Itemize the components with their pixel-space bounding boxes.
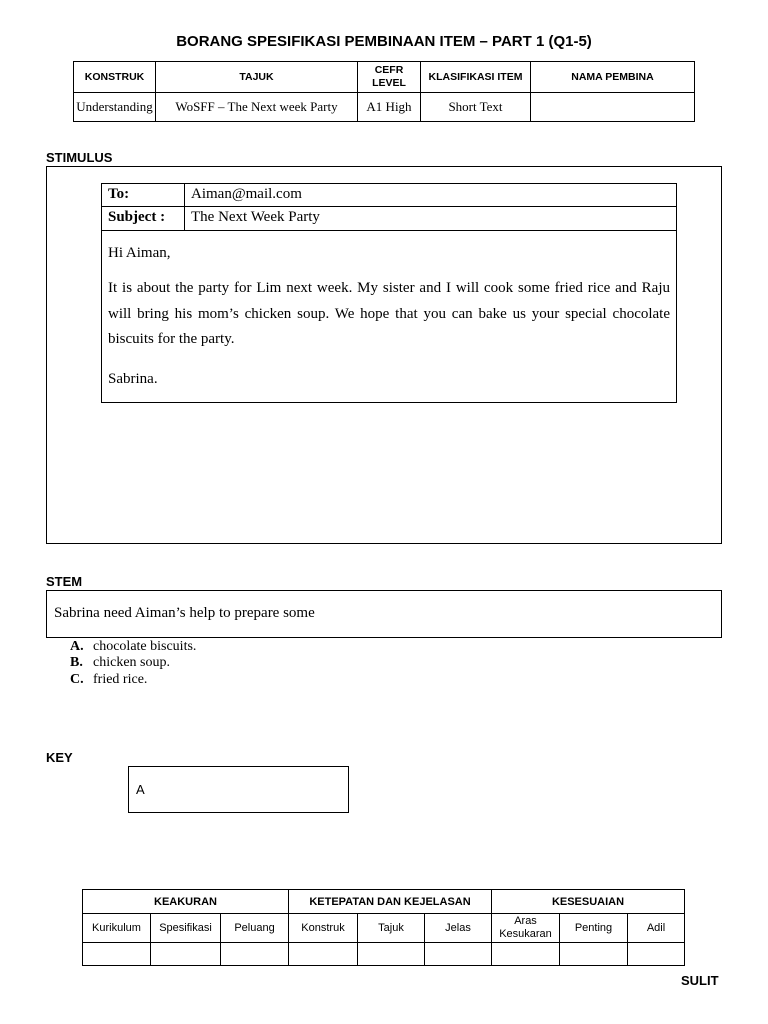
key-box	[128, 766, 349, 813]
criterion-kurikulum: Kurikulum	[83, 914, 151, 943]
criterion-jelas: Jelas	[425, 914, 492, 943]
key-label: KEY	[46, 750, 73, 765]
item-info-table	[73, 61, 695, 122]
criterion-peluang: Peluang	[221, 914, 289, 943]
info-value-row	[74, 93, 695, 122]
score-cell[interactable]	[492, 943, 560, 966]
value-cefr-level: A1 High	[358, 93, 421, 122]
email-to-label: To:	[108, 186, 130, 202]
criterion-tajuk: Tajuk	[358, 914, 425, 943]
score-cell[interactable]	[628, 943, 685, 966]
option-b-text: chicken soup.	[93, 655, 170, 670]
stem-box	[46, 590, 722, 638]
value-klasifikasi-item: Short Text	[421, 93, 531, 122]
option-c	[70, 672, 147, 688]
score-cell[interactable]	[83, 943, 151, 966]
email-greeting: Hi Aiman,	[108, 245, 171, 261]
email-subject-label: Subject :	[108, 209, 166, 225]
group-kesesuaian: KESESUAIAN	[492, 890, 685, 914]
score-cell[interactable]	[560, 943, 628, 966]
email-subject-row	[102, 206, 676, 231]
option-a-text: chocolate biscuits.	[93, 639, 197, 654]
key-value: A	[136, 782, 145, 797]
value-nama-pembina	[531, 93, 695, 122]
criterion-aras-kesukaran: Aras Kesukaran	[492, 914, 560, 943]
group-ketepatan-dan-kejelasan: KETEPATAN DAN KEJELASAN	[289, 890, 492, 914]
header-cefr-level: CEFR LEVEL	[358, 62, 421, 93]
criterion-penting: Penting	[560, 914, 628, 943]
option-c-text: fried rice.	[93, 672, 148, 687]
score-cell[interactable]	[221, 943, 289, 966]
email-body: It is about the party for Lim next week. My sister and I will cook some fried rice and Raju will bring his mom’s chicken soup. We hope that you can bake us your special chocolate biscuits for the party.	[108, 280, 670, 347]
criterion-adil: Adil	[628, 914, 685, 943]
header-tajuk: TAJUK	[156, 62, 358, 93]
option-b	[70, 655, 170, 671]
eval-criteria-row	[83, 914, 685, 943]
email-subject-value: The Next Week Party	[191, 209, 320, 225]
email-box	[101, 183, 677, 403]
criterion-konstruk: Konstruk	[289, 914, 358, 943]
eval-group-row	[83, 890, 685, 914]
header-klasifikasi-item: KLASIFIKASI ITEM	[421, 62, 531, 93]
score-cell[interactable]	[289, 943, 358, 966]
info-header-row	[74, 62, 695, 93]
option-c-letter: C.	[70, 672, 84, 687]
value-konstruk: Understanding	[74, 93, 156, 122]
evaluation-table	[82, 889, 685, 966]
group-keakuran: KEAKURAN	[83, 890, 289, 914]
value-tajuk: WoSFF – The Next week Party	[156, 93, 358, 122]
criterion-spesifikasi: Spesifikasi	[151, 914, 221, 943]
email-to-value: Aiman@mail.com	[191, 186, 302, 202]
score-cell[interactable]	[425, 943, 492, 966]
header-konstruk: KONSTRUK	[74, 62, 156, 93]
option-b-letter: B.	[70, 655, 83, 670]
email-to-row	[102, 184, 676, 207]
score-cell[interactable]	[358, 943, 425, 966]
header-nama-pembina: NAMA PEMBINA	[531, 62, 695, 93]
option-a-letter: A.	[70, 639, 84, 654]
score-cell[interactable]	[151, 943, 221, 966]
option-a	[70, 639, 196, 655]
stem-text: Sabrina need Aiman’s help to prepare some	[54, 605, 315, 621]
email-header-divider	[184, 184, 185, 230]
email-signature: Sabrina.	[108, 371, 158, 387]
eval-score-row	[83, 943, 685, 966]
page-title: BORANG SPESIFIKASI PEMBINAAN ITEM – PART 1 (Q1-5)	[176, 33, 592, 50]
footer-classification: SULIT	[681, 973, 719, 988]
stem-label: STEM	[46, 574, 83, 589]
stimulus-label: STIMULUS	[46, 150, 113, 165]
